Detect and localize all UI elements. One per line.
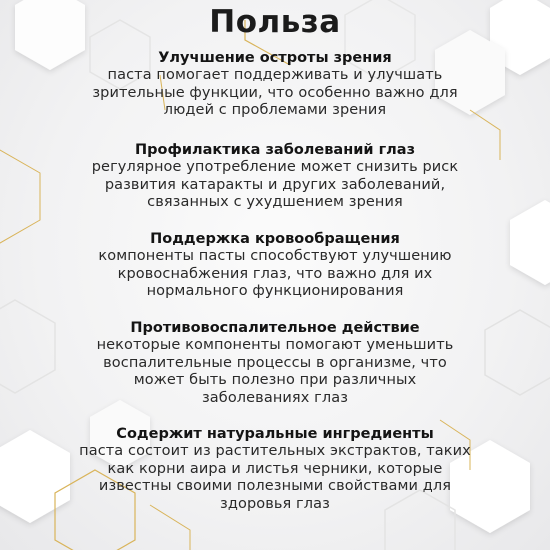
- section-text-line: здоровья глаз: [220, 495, 330, 512]
- benefit-section-anti-inflammatory: [40, 320, 510, 407]
- section-text-line: заболеваниях глаз: [201, 389, 349, 406]
- hexagon-shape: [510, 200, 550, 285]
- section-text-line: связанных с ухудшением зрения: [147, 194, 403, 210]
- section-text-line: паста помогает поддерживать и улучшать: [107, 67, 443, 83]
- section-text-line: регулярное употребление может снизить риск: [91, 159, 459, 175]
- benefit-section-circulation: [40, 231, 510, 301]
- section-text-line: кровоснабжения глаз, что важно для их: [117, 265, 433, 282]
- section-text-line: известны своими полезными свойствами для: [98, 478, 452, 494]
- section-text-line: паста состоит из растительных экстрактов, таких: [79, 443, 471, 459]
- section-text-line: может быть полезно при различных: [133, 372, 417, 388]
- section-heading: Профилактика заболеваний глаз: [134, 142, 415, 158]
- page-title: Польза: [209, 4, 341, 40]
- section-text-line: нормального функционирования: [146, 283, 404, 299]
- section-text-line: как корни аира и листья черники, которые: [107, 460, 443, 477]
- section-text-line: зрительные функции, что особенно важно для: [92, 84, 458, 101]
- benefit-section-natural-ingredients: [40, 426, 510, 513]
- section-text-line: людей с проблемами зрения: [163, 102, 387, 118]
- section-heading: Содержит натуральные ингредиенты: [116, 426, 434, 442]
- section-text-line: развития катаракты и других заболеваний,: [104, 176, 446, 193]
- section-heading: Противовоспалительное действие: [130, 320, 420, 336]
- section-text-line: воспалительные процессы в организме, что: [103, 354, 447, 371]
- benefit-section-vision: [40, 50, 510, 120]
- section-heading: Улучшение остроты зрения: [158, 50, 392, 66]
- section-text-line: некоторые компоненты помогают уменьшить: [96, 337, 454, 353]
- section-heading: Поддержка кровообращения: [150, 231, 400, 247]
- section-text-line: компоненты пасты способствуют улучшению: [98, 248, 452, 264]
- benefit-section-prevention: [40, 142, 510, 212]
- hexagon-outline: [0, 150, 40, 243]
